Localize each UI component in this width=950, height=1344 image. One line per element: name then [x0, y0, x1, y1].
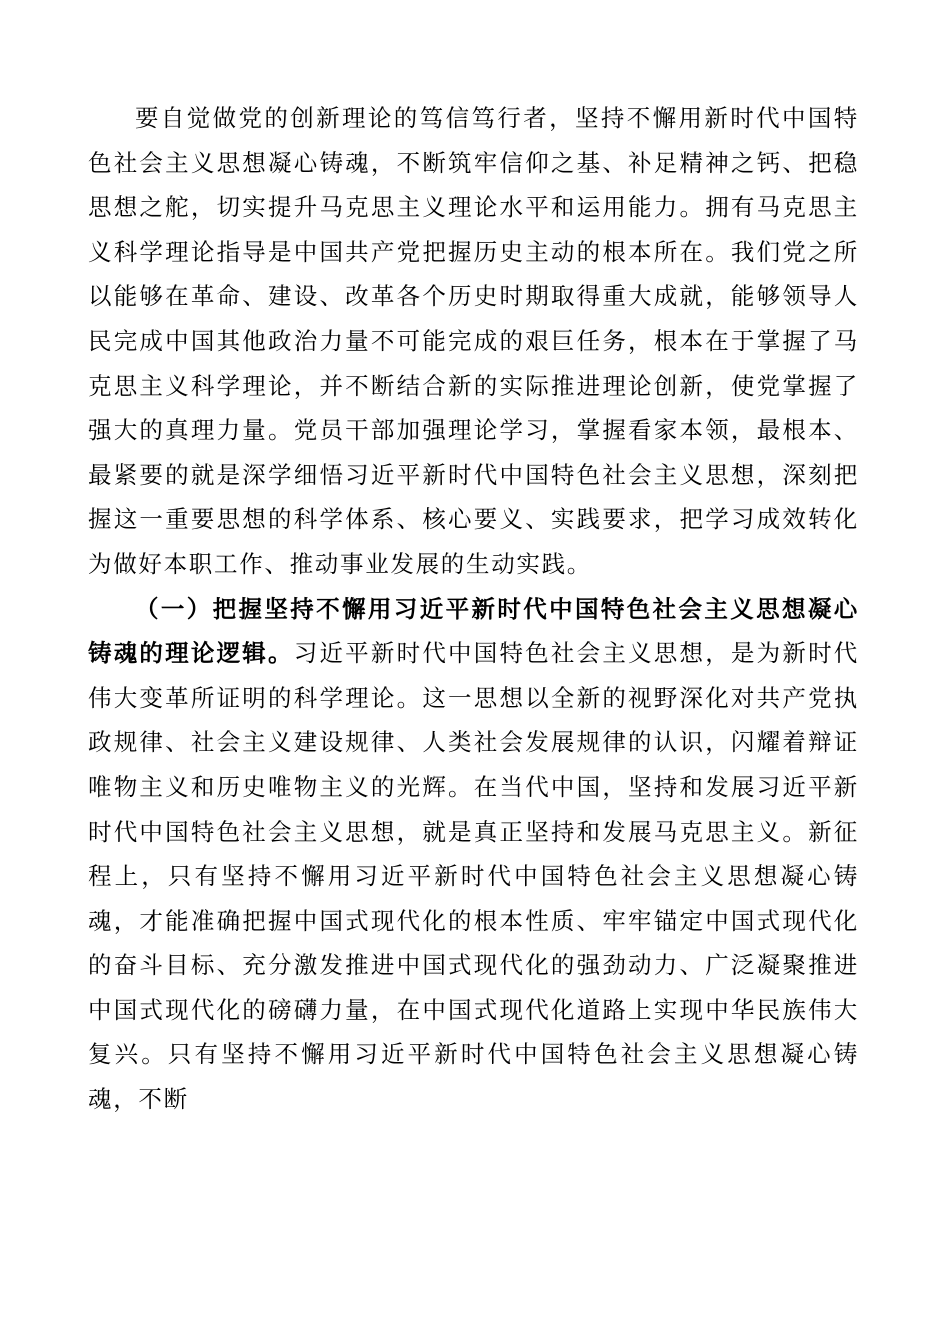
paragraph-section-1-body: 习近平新时代中国特色社会主义思想，是为新时代伟大变革所证明的科学理论。这一思想以全新的视野深化对共产党执政规律、社会主义建设规律、人类社会发展规律的认识，闪耀着辩证唯物主义和历史唯物主义的光辉。在当代中国，坚持和发展习近平新时代中国特色社会主义思想，就是真正坚持和发展马克思主义。新征程上，只有坚持不懈用习近平新时代中国特色社会主义思想凝心铸魂，才能准确把握中国式现代化的根本性质、牢牢锚定中国式现代化的奋斗目标、充分激发推进中国式现代化的强劲动力、广泛凝聚推进中国式现代化的磅礴力量，在中国式现代化道路上实现中华民族伟大复兴。只有坚持不懈用习近平新时代中国特色社会主义思想凝心铸魂，不断 [88, 639, 859, 1114]
document-page [88, 96, 859, 1122]
paragraph-intro [88, 96, 859, 587]
paragraph-intro-body: 要自觉做党的创新理论的笃信笃行者，坚持不懈用新时代中国特色社会主义思想凝心铸魂，不断筑牢信仰之基、补足精神之钙、把稳思想之舵，切实提升马克思主义理论水平和运用能力。拥有马克思主义科学理论指导是中国共产党把握历史主动的根本所在。我们党之所以能够在革命、建设、改革各个历史时期取得重大成就，能够领导人民完成中国其他政治力量不可能完成的艰巨任务，根本在于掌握了马克思主义科学理论，并不断结合新的实际推进理论创新，使党掌握了强大的真理力量。党员干部加强理论学习，掌握看家本领，最根本、最紧要的就是深学细悟习近平新时代中国特色社会主义思想，深刻把握这一重要思想的科学体系、核心要义、实践要求，把学习成效转化为做好本职工作、推动事业发展的生动实践。 [88, 104, 859, 578]
paragraph-section-1 [88, 587, 859, 1122]
section-1-heading: （一）把握坚持不懈用习近平新时代中国特色社会主义思想凝心铸魂的理论逻辑。 [88, 594, 859, 668]
